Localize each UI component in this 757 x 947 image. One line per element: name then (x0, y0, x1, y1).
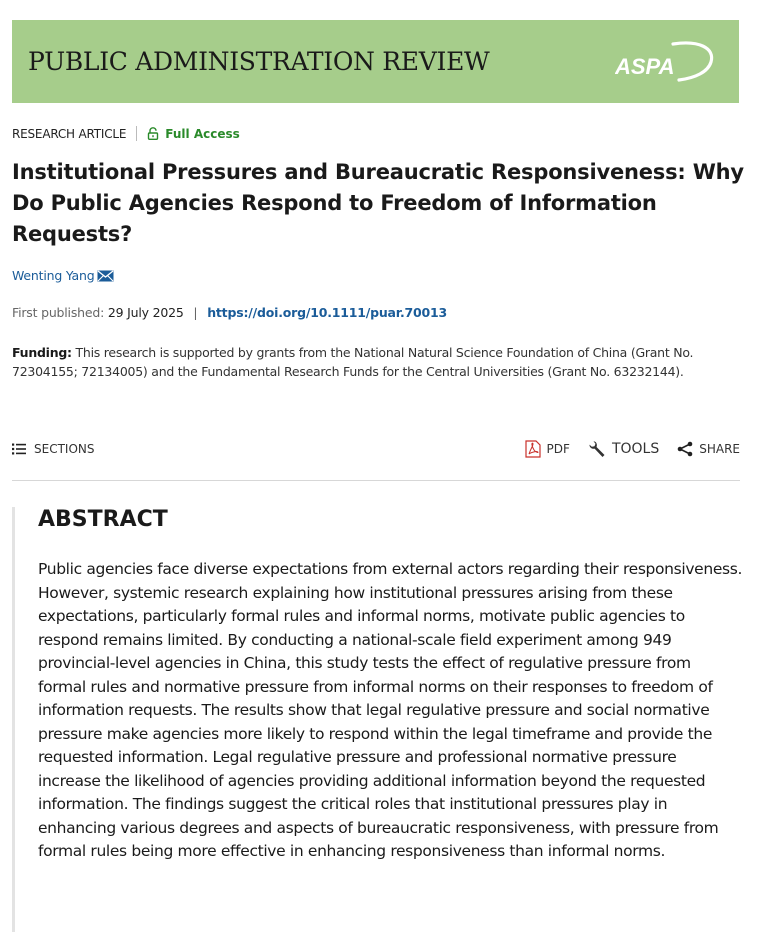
pdf-button[interactable] (525, 440, 570, 458)
mail-icon[interactable] (97, 270, 114, 282)
sections-button[interactable] (12, 442, 95, 456)
tools-label: TOOLS (611, 441, 660, 457)
divider (12, 480, 740, 481)
author-row (12, 268, 114, 283)
funding-text: This research is supported by grants from the National Natural Science Foundation of China (Grant No. 72304155; 72134005) and the Fundamental Research Funds for the Central Universities (Grant No. 63232144). (12, 345, 694, 379)
article-title: Institutional Pressures and Bureaucratic Responsiveness: Why Do Public Agencies Respond to Freedom of Information Requests? (12, 160, 744, 246)
article-type: RESEARCH ARTICLE (12, 126, 127, 141)
first-published-date: 29 July 2025 (107, 305, 184, 320)
doi-link[interactable]: https://doi.org/10.1111/puar.70013 (207, 305, 448, 320)
funding-statement (12, 343, 747, 381)
pub-separator: | (193, 305, 198, 320)
publication-info (12, 305, 447, 320)
pdf-icon (525, 440, 541, 458)
share-icon (677, 441, 693, 457)
list-icon (12, 443, 26, 455)
share-label: SHARE (699, 442, 740, 456)
abstract-heading: ABSTRACT (38, 507, 168, 532)
pdf-label: PDF (546, 442, 570, 456)
abstract-text: Public agencies face diverse expectations from external actors regarding their responsiveness. However, systemic research explaining how institutional pressures arising from these expectations, particularly formal rules and informal norms, motivate public agencies to respond remains limited. By conducting a national-scale field experiment among 949 provincial-level agencies in China, this study tests the effect of regulative pressure from formal rules and normative pressure from informal norms on their responses to freedom of information requests. The results show that legal regulative pressure and social normative pressure make agencies more likely to respond within the legal timeframe and provide the requested information. Legal regulative pressure and professional normative pressure increase the likelihood of agencies providing additional information beyond the requested information. The findings suggest the critical roles that institutional pressures play in enhancing various degrees and aspects of bureaucratic responsiveness, with pressure from formal rules being more effective in enhancing responsiveness than informal norms. (38, 560, 743, 860)
aspa-logo-text: ASPA (615, 54, 675, 79)
abstract-accent-bar (12, 507, 15, 932)
article-meta (12, 126, 240, 141)
journal-title[interactable]: PUBLIC ADMINISTRATION REVIEW (28, 47, 490, 76)
meta-divider (136, 126, 137, 141)
author-link[interactable]: Wenting Yang (12, 268, 95, 283)
journal-banner[interactable] (12, 20, 739, 103)
tools-group (507, 440, 740, 458)
aspa-logo[interactable] (615, 38, 719, 84)
article-toolbar (12, 438, 740, 464)
lock-open-icon (147, 127, 159, 140)
tools-button[interactable] (588, 440, 659, 458)
funding-label: Funding: (12, 345, 72, 360)
first-published-label: First published: (12, 305, 105, 320)
wrench-icon (588, 440, 606, 458)
access-status: Full Access (165, 126, 240, 141)
sections-label: SECTIONS (34, 442, 95, 456)
share-button[interactable] (677, 441, 740, 457)
